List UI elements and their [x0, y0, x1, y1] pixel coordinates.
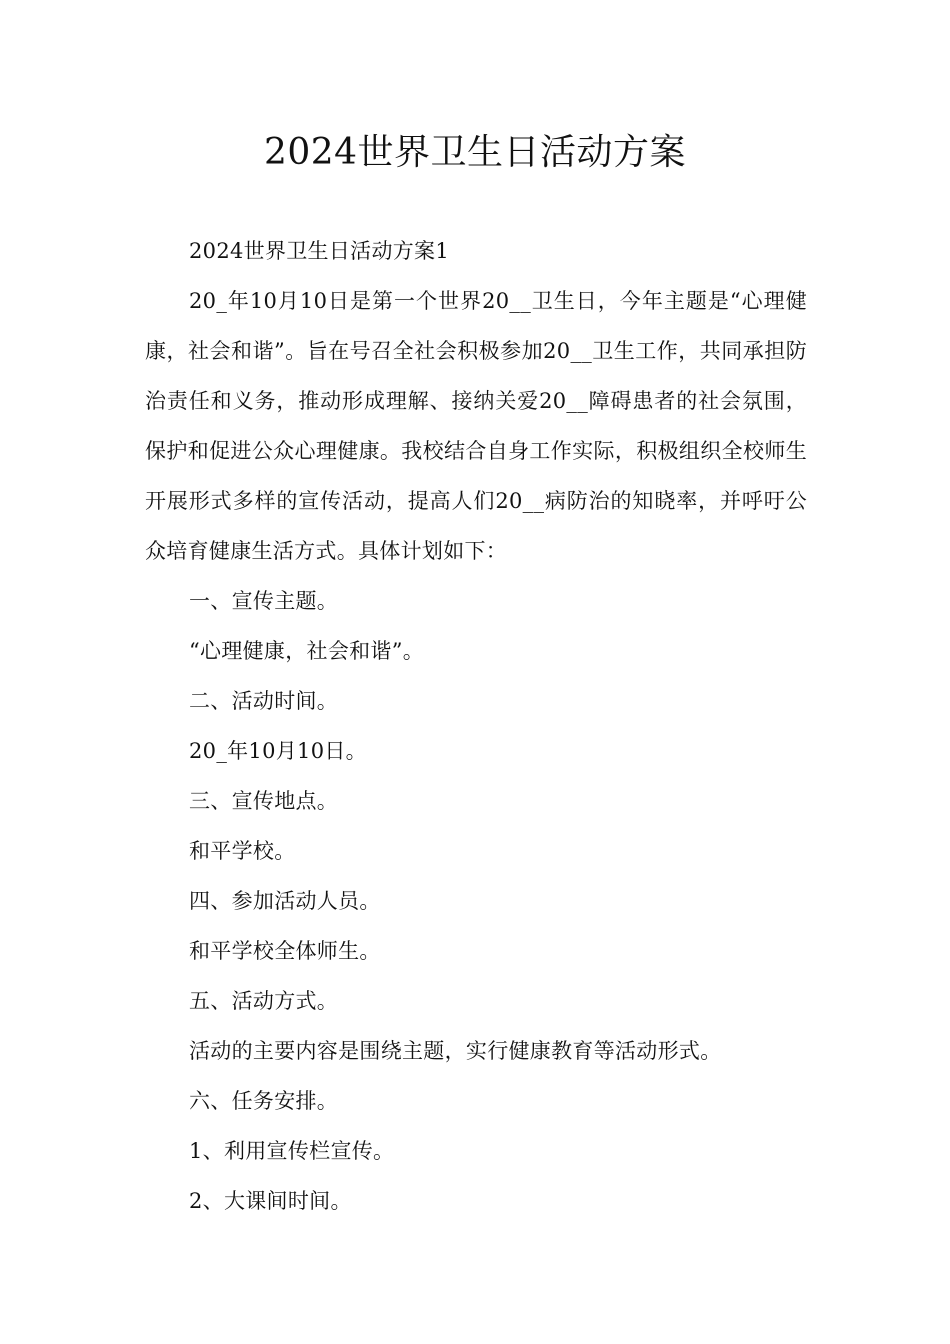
section-theme-content: “心理健康，社会和谐”。: [189, 639, 425, 663]
intro-paragraph: 20_年10月10日是第一个世界20__卫生日，今年主题是“心理健康，社会和谐”。旨在号召全社会积极参加20__卫生工作，共同承担防治责任和义务，推动形成理解、接纳关爱20__障碍患者的社会氛围，保护和促进公众心理健康。我校结合自身工作实际，积极组织全校师生开展形式多样的宣传活动，提高人们20__病防治的知晓率，并呼吁公众培育健康生活方式。具体计划如下：: [145, 289, 807, 563]
task-item-2: 2、大课间时间。: [189, 1189, 352, 1213]
document-title: 2024世界卫生日活动方案: [263, 132, 687, 173]
section-tasks-heading: 六、任务安排。: [189, 1089, 339, 1113]
section-participants-content: 和平学校全体师生。: [189, 939, 381, 963]
section-method-content: 活动的主要内容是围绕主题，实行健康教育等活动形式。: [189, 1039, 722, 1063]
section-theme-heading: 一、宣传主题。: [189, 589, 339, 613]
section-time-heading: 二、活动时间。: [189, 689, 339, 713]
task-item-1: 1、利用宣传栏宣传。: [189, 1139, 395, 1163]
document-body: [145, 226, 807, 1226]
section-method-heading: 五、活动方式。: [189, 989, 339, 1013]
section-participants-heading: 四、参加活动人员。: [189, 889, 381, 913]
section-location-content: 和平学校。: [189, 839, 296, 863]
section-time-content: 20_年10月10日。: [189, 739, 367, 763]
section-location-heading: 三、宣传地点。: [189, 789, 339, 813]
doc-heading-1: 2024世界卫生日活动方案1: [189, 239, 450, 263]
